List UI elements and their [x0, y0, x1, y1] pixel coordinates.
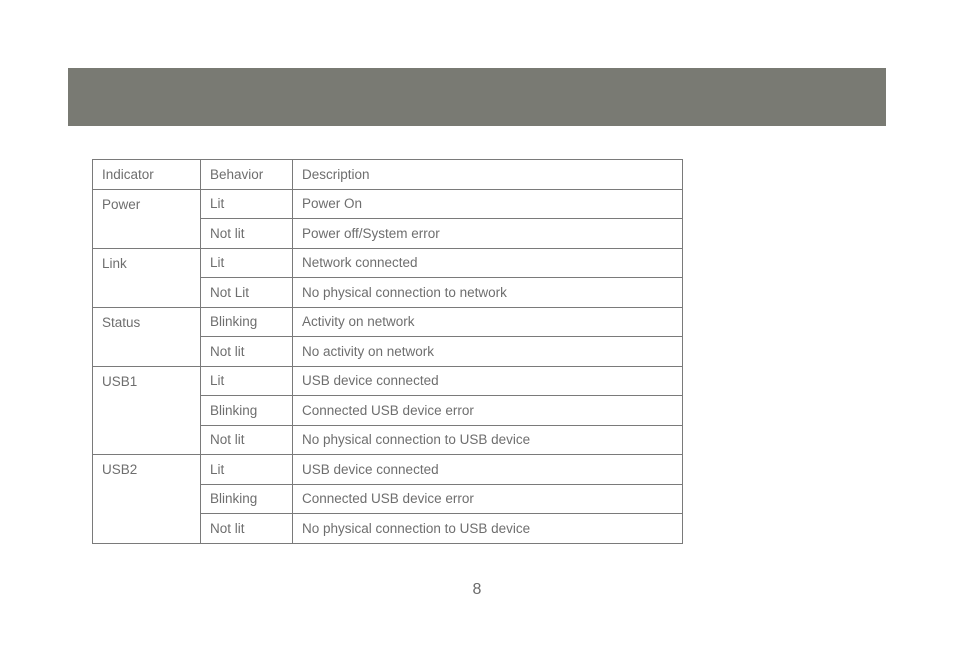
- table-row: [93, 366, 683, 396]
- table-row: [93, 189, 683, 219]
- behavior-cell: Not lit: [201, 425, 293, 455]
- behavior-cell: Not Lit: [201, 278, 293, 308]
- description-cell: No physical connection to network: [293, 278, 683, 308]
- header-behavior: Behavior: [201, 160, 293, 190]
- page-number: 8: [472, 581, 482, 598]
- behavior-cell: Lit: [201, 366, 293, 396]
- behavior-cell: Lit: [201, 248, 293, 278]
- table-header-row: [93, 160, 683, 190]
- indicator-cell: Link: [93, 248, 201, 307]
- behavior-cell: Not lit: [201, 337, 293, 367]
- behavior-cell: Blinking: [201, 484, 293, 514]
- description-cell: USB device connected: [293, 366, 683, 396]
- indicator-cell: USB1: [93, 366, 201, 455]
- description-cell: Power off/System error: [293, 219, 683, 249]
- behavior-cell: Lit: [201, 189, 293, 219]
- description-cell: Network connected: [293, 248, 683, 278]
- description-cell: Connected USB device error: [293, 484, 683, 514]
- table-row: [93, 248, 683, 278]
- indicator-cell: Power: [93, 189, 201, 248]
- behavior-cell: Not lit: [201, 514, 293, 544]
- description-cell: No activity on network: [293, 337, 683, 367]
- behavior-cell: Not lit: [201, 219, 293, 249]
- description-cell: USB device connected: [293, 455, 683, 485]
- table-row: [93, 307, 683, 337]
- led-indicator-table: [92, 159, 683, 544]
- behavior-cell: Lit: [201, 455, 293, 485]
- header-description: Description: [293, 160, 683, 190]
- indicator-cell: USB2: [93, 455, 201, 544]
- description-cell: Power On: [293, 189, 683, 219]
- behavior-cell: Blinking: [201, 307, 293, 337]
- description-cell: Activity on network: [293, 307, 683, 337]
- description-cell: Connected USB device error: [293, 396, 683, 426]
- header-indicator: Indicator: [93, 160, 201, 190]
- description-cell: No physical connection to USB device: [293, 514, 683, 544]
- behavior-cell: Blinking: [201, 396, 293, 426]
- table-row: [93, 455, 683, 485]
- header-bar: [68, 68, 886, 126]
- indicator-cell: Status: [93, 307, 201, 366]
- description-cell: No physical connection to USB device: [293, 425, 683, 455]
